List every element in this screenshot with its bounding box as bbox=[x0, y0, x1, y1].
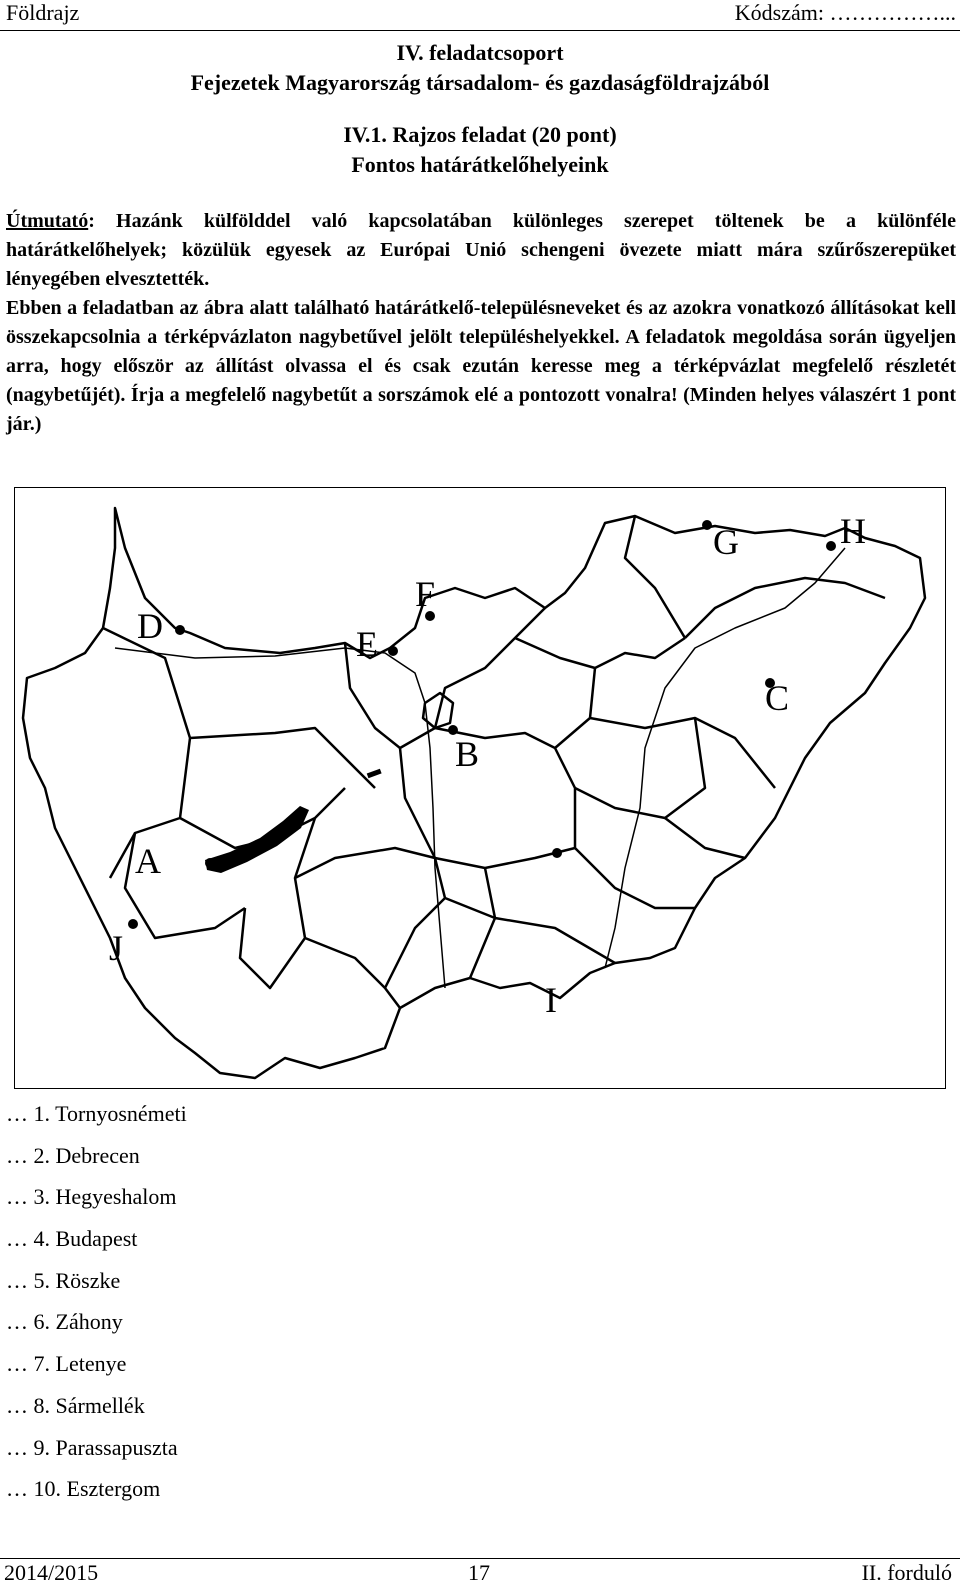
marker-dot-i bbox=[552, 848, 562, 858]
group-title: IV. feladatcsoport bbox=[396, 40, 564, 65]
marker-label-g: G bbox=[713, 522, 739, 562]
task-subtitle: Fontos határátkelőhelyeink bbox=[351, 152, 609, 177]
page-header bbox=[0, 0, 960, 31]
answer-list bbox=[6, 1098, 187, 1515]
marker-dot-h bbox=[826, 541, 836, 551]
marker-label-j: J bbox=[109, 928, 124, 968]
tisza-river bbox=[605, 548, 845, 968]
marker-dot-j bbox=[128, 919, 138, 929]
answer-item[interactable]: … 9. Parassapuszta bbox=[6, 1434, 178, 1460]
instructions-label: Útmutató bbox=[6, 210, 89, 232]
marker-dot-d bbox=[175, 625, 185, 635]
map-figure bbox=[14, 487, 946, 1089]
marker-label-i: I bbox=[545, 980, 557, 1020]
marker-label-e: E bbox=[356, 624, 378, 664]
marker-label-c: C bbox=[765, 678, 790, 718]
instructions-paragraph-1 bbox=[6, 207, 956, 294]
marker-label-a: A bbox=[135, 841, 161, 881]
answer-item[interactable]: … 7. Letenye bbox=[6, 1351, 127, 1377]
chapter-title: Fejezetek Magyarország társadalom- és gazdaságföldrajzából bbox=[190, 70, 770, 95]
answer-item[interactable]: … 8. Sármellék bbox=[6, 1392, 145, 1418]
marker-label-h: H bbox=[840, 511, 866, 551]
footer-year: 2014/2015 bbox=[4, 1560, 99, 1585]
marker-dot-g bbox=[702, 520, 712, 530]
marker-dot-e bbox=[388, 646, 398, 656]
page-footer bbox=[0, 1558, 960, 1586]
marker-label-d: D bbox=[137, 606, 163, 646]
marker-dot-a bbox=[205, 858, 215, 868]
lake-velence bbox=[367, 769, 382, 778]
answer-item[interactable]: … 4. Budapest bbox=[6, 1226, 138, 1252]
instructions bbox=[6, 207, 956, 439]
country-border bbox=[23, 508, 925, 1078]
answer-item[interactable]: … 1. Tornyosnémeti bbox=[6, 1101, 187, 1126]
code-label: Kódszám: ……………... bbox=[734, 0, 956, 25]
footer-round: II. forduló bbox=[861, 1560, 952, 1585]
answer-item[interactable]: … 3. Hegyeshalom bbox=[6, 1184, 177, 1210]
marker-label-b: B bbox=[455, 734, 480, 774]
marker-label-f: F bbox=[415, 574, 436, 614]
task-title: IV.1. Rajzos feladat (20 pont) bbox=[343, 122, 617, 147]
answer-item[interactable]: … 6. Záhony bbox=[6, 1309, 123, 1335]
answer-item[interactable]: … 10. Esztergom bbox=[6, 1476, 161, 1502]
instructions-text-1: : Hazánk külfölddel való kapcsolatában különleges szerepet töltenek be a különféle határátkelőhelyek; közülük egyesek az Európai Unió schengeni övezete miatt mára szűrőszerepüket lényegében elvesztették. bbox=[6, 210, 956, 290]
answer-item[interactable]: … 5. Röszke bbox=[6, 1267, 121, 1293]
subject-label: Földrajz bbox=[6, 0, 80, 25]
instructions-paragraph-2: Ebben a feladatban az ábra alatt található határátkelő-településneveket és az azokra vonatkozó állításokat kell összekapcsolnia a térképvázlaton nagybetűvel jelölt településhelyekkel. A feladatok megoldása során ügyeljen arra, hogy először az állítást olvassa el és csak ezután keresse meg a térképvázlat megfelelő részletét (nagybetűjét). Írja a megfelelő nagybetűt a sorszámok elé a pontozott vonalra! (Minden helyes válaszért 1 pont jár.) bbox=[6, 297, 956, 435]
answer-item[interactable]: … 2. Debrecen bbox=[6, 1142, 140, 1168]
hungary-county-map bbox=[15, 488, 945, 1088]
footer-page-number: 17 bbox=[468, 1560, 490, 1585]
